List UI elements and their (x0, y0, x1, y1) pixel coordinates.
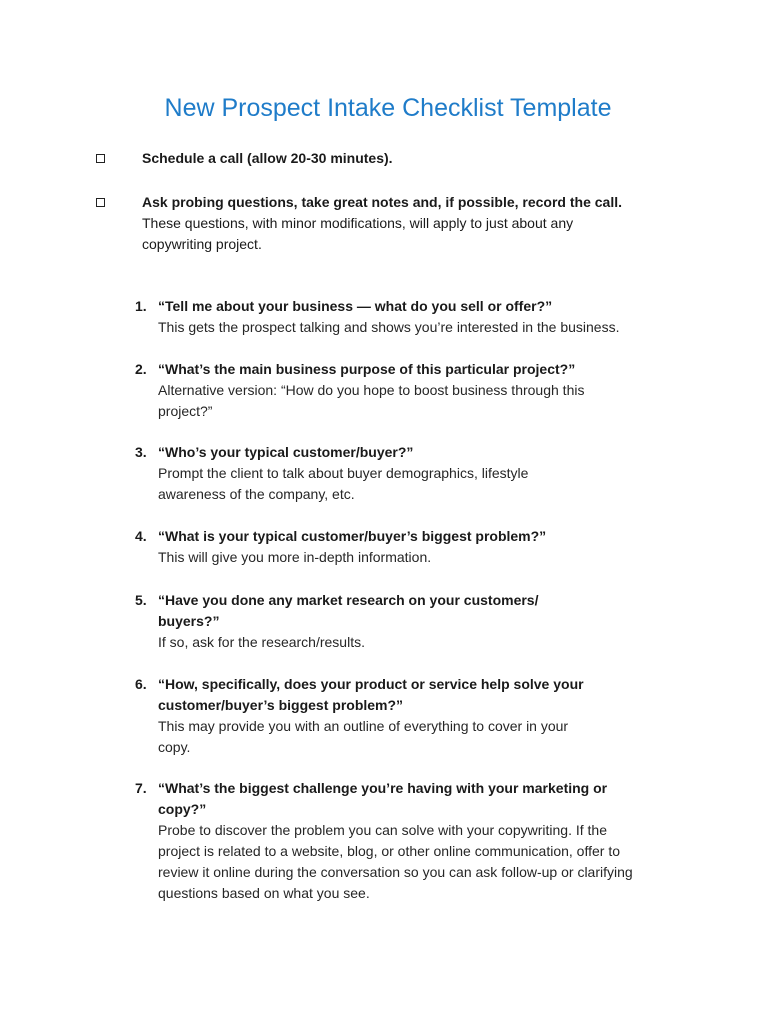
question-note: Alternative version: “How do you hope to boost business through this project?” (158, 382, 585, 419)
checklist-note: These questions, with minor modifications, will apply to just about any copywriting project. (142, 215, 574, 252)
checkbox-icon[interactable] (96, 198, 105, 207)
question-text: “Who’s your typical customer/buyer?” (158, 444, 414, 460)
checklist-bold-text: Schedule a call (142, 150, 244, 166)
question-body (158, 296, 658, 338)
checkbox-icon[interactable] (96, 154, 105, 163)
question-note: Prompt the client to talk about buyer demographics, lifestyle awareness of the company, etc. (158, 465, 529, 502)
question-number: 4. (135, 528, 147, 544)
question-number: 3. (135, 444, 147, 460)
question-number: 5. (135, 592, 147, 608)
question-body (158, 442, 658, 505)
question-body (158, 526, 658, 568)
question-text: “Have you done any market research on your customers/ buyers?” (158, 592, 539, 629)
checklist-text (142, 148, 642, 169)
checklist-extra-text: (allow 20-30 minutes). (243, 150, 393, 166)
question-number: 7. (135, 780, 147, 796)
question-note: This will give you more in-depth information. (158, 549, 432, 565)
question-body (158, 674, 658, 758)
question-number: 6. (135, 676, 147, 692)
checklist-bold-text: Ask probing questions, take great notes and, if possible, record the call. (142, 194, 622, 210)
question-body (158, 359, 658, 422)
question-note: If so, ask for the research/results. (158, 634, 365, 650)
question-note: Probe to discover the problem you can solve with your copywriting. If the project is related to a website, blog, or other online communication, offer to review it online during the conversation so you can ask follow-up or clarifying questions based on what you see. (158, 822, 633, 901)
question-text: “What’s the main business purpose of this particular project?” (158, 361, 576, 377)
question-text: “How, specifically, does your product or service help solve your customer/buyer’s biggest problem?” (158, 676, 584, 713)
checklist-text (142, 192, 634, 255)
question-note: This may provide you with an outline of everything to cover in your copy. (158, 718, 569, 755)
question-text: “What’s the biggest challenge you’re having with your marketing or copy?” (158, 780, 608, 817)
question-number: 2. (135, 361, 147, 377)
question-body (158, 778, 658, 904)
question-text: “What is your typical customer/buyer’s biggest problem?” (158, 528, 547, 544)
question-body (158, 590, 658, 653)
question-note: This gets the prospect talking and shows you’re interested in the business. (158, 319, 620, 335)
question-text: “Tell me about your business — what do you sell or offer?” (158, 298, 553, 314)
question-number: 1. (135, 298, 147, 314)
page-title: New Prospect Intake Checklist Template (164, 94, 612, 122)
